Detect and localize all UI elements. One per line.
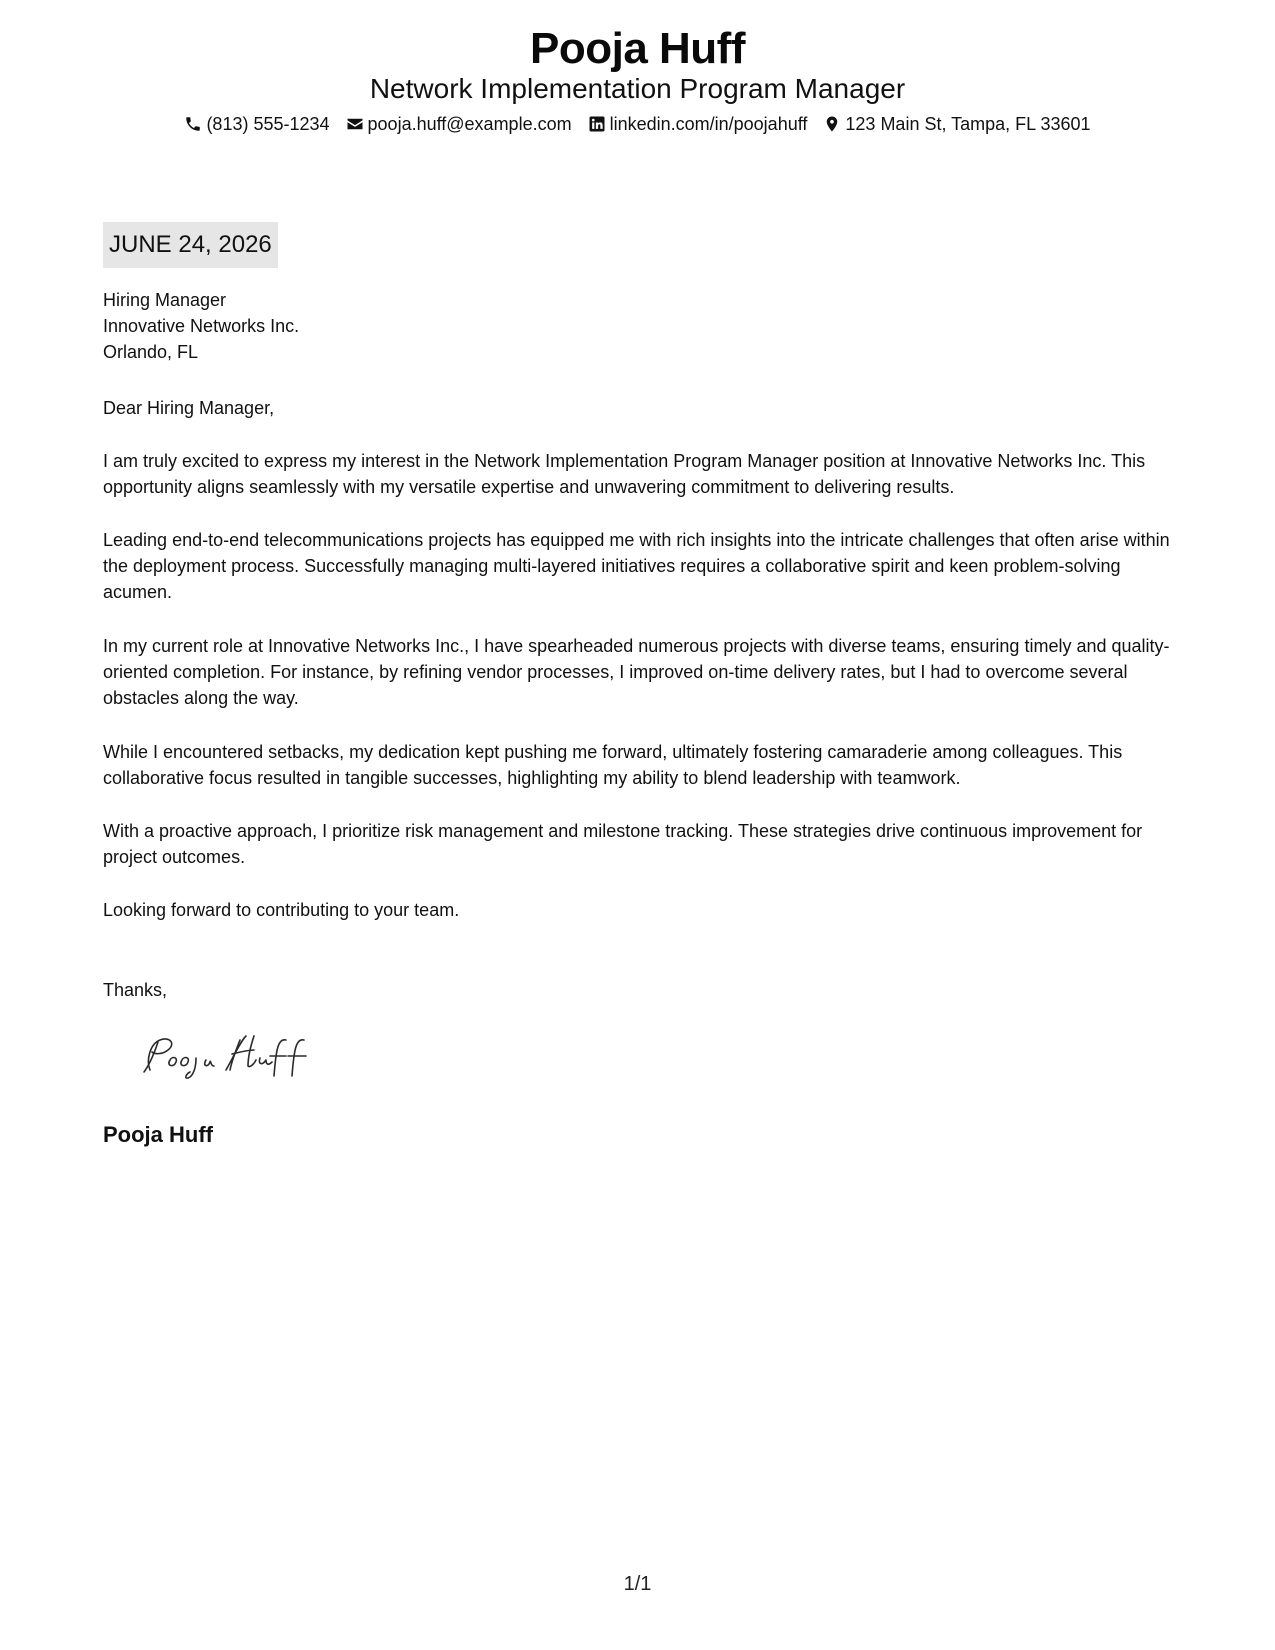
handwritten-signature	[136, 1030, 336, 1080]
body-paragraph: While I encountered setbacks, my dedication kept pushing me forward, ultimately fostering camaraderie among colleagues. This collaborative focus resulted in tangible successes, highlighting my ability to blend leadership with teamwork.	[103, 742, 1123, 788]
body-paragraph: I am truly excited to express my interest in the Network Implementation Program Manager position at Innovative Networks Inc. This opportunity aligns seamlessly with my versatile expertise and unwavering commitment to delivering results.	[103, 451, 1146, 497]
linkedin-text: linkedin.com/in/poojahuff	[609, 114, 808, 134]
envelope-icon	[346, 115, 364, 133]
map-marker-icon	[823, 115, 841, 133]
sign-off: Thanks,	[103, 980, 168, 1000]
contact-address	[823, 112, 1090, 136]
page-number: 1/1	[623, 1573, 652, 1595]
recipient-line: Orlando, FL	[103, 342, 199, 362]
address-text: 123 Main St, Tampa, FL 33601	[845, 114, 1091, 134]
phone-text: (813) 555-1234	[206, 114, 330, 134]
linkedin-icon	[588, 115, 606, 133]
salutation: Dear Hiring Manager,	[103, 398, 275, 418]
letter-date: JUNE 24, 2026	[103, 222, 278, 268]
contact-email	[346, 112, 572, 136]
body-paragraph: Leading end-to-end telecommunications projects has equipped me with rich insights into the intricate challenges that often arise within the deployment process. Successfully managing multi-layered initiatives requires a collaborative spirit and keen problem-solving acumen.	[103, 530, 1170, 602]
closing-line: Looking forward to contributing to your team.	[103, 900, 460, 920]
recipient-line: Hiring Manager	[103, 290, 227, 310]
body-paragraph: With a proactive approach, I prioritize risk management and milestone tracking. These strategies drive continuous improvement for project outcomes.	[103, 821, 1143, 867]
applicant-name: Pooja Huff	[530, 24, 745, 73]
phone-icon	[184, 115, 202, 133]
body-paragraph: In my current role at Innovative Networks Inc., I have spearheaded numerous projects with diverse teams, ensuring timely and quality-oriented completion. For instance, by refining vendor processes, I improved on-time delivery rates, but I had to overcome several obstacles along the way.	[103, 636, 1170, 708]
recipient-block	[103, 287, 1183, 365]
email-text: pooja.huff@example.com	[367, 114, 572, 134]
recipient-line: Innovative Networks Inc.	[103, 316, 300, 336]
contact-info-row	[0, 112, 1275, 136]
signer-name: Pooja Huff	[103, 1122, 213, 1147]
job-title: Network Implementation Program Manager	[369, 73, 906, 104]
contact-phone	[184, 112, 329, 136]
contact-linkedin	[588, 112, 808, 136]
